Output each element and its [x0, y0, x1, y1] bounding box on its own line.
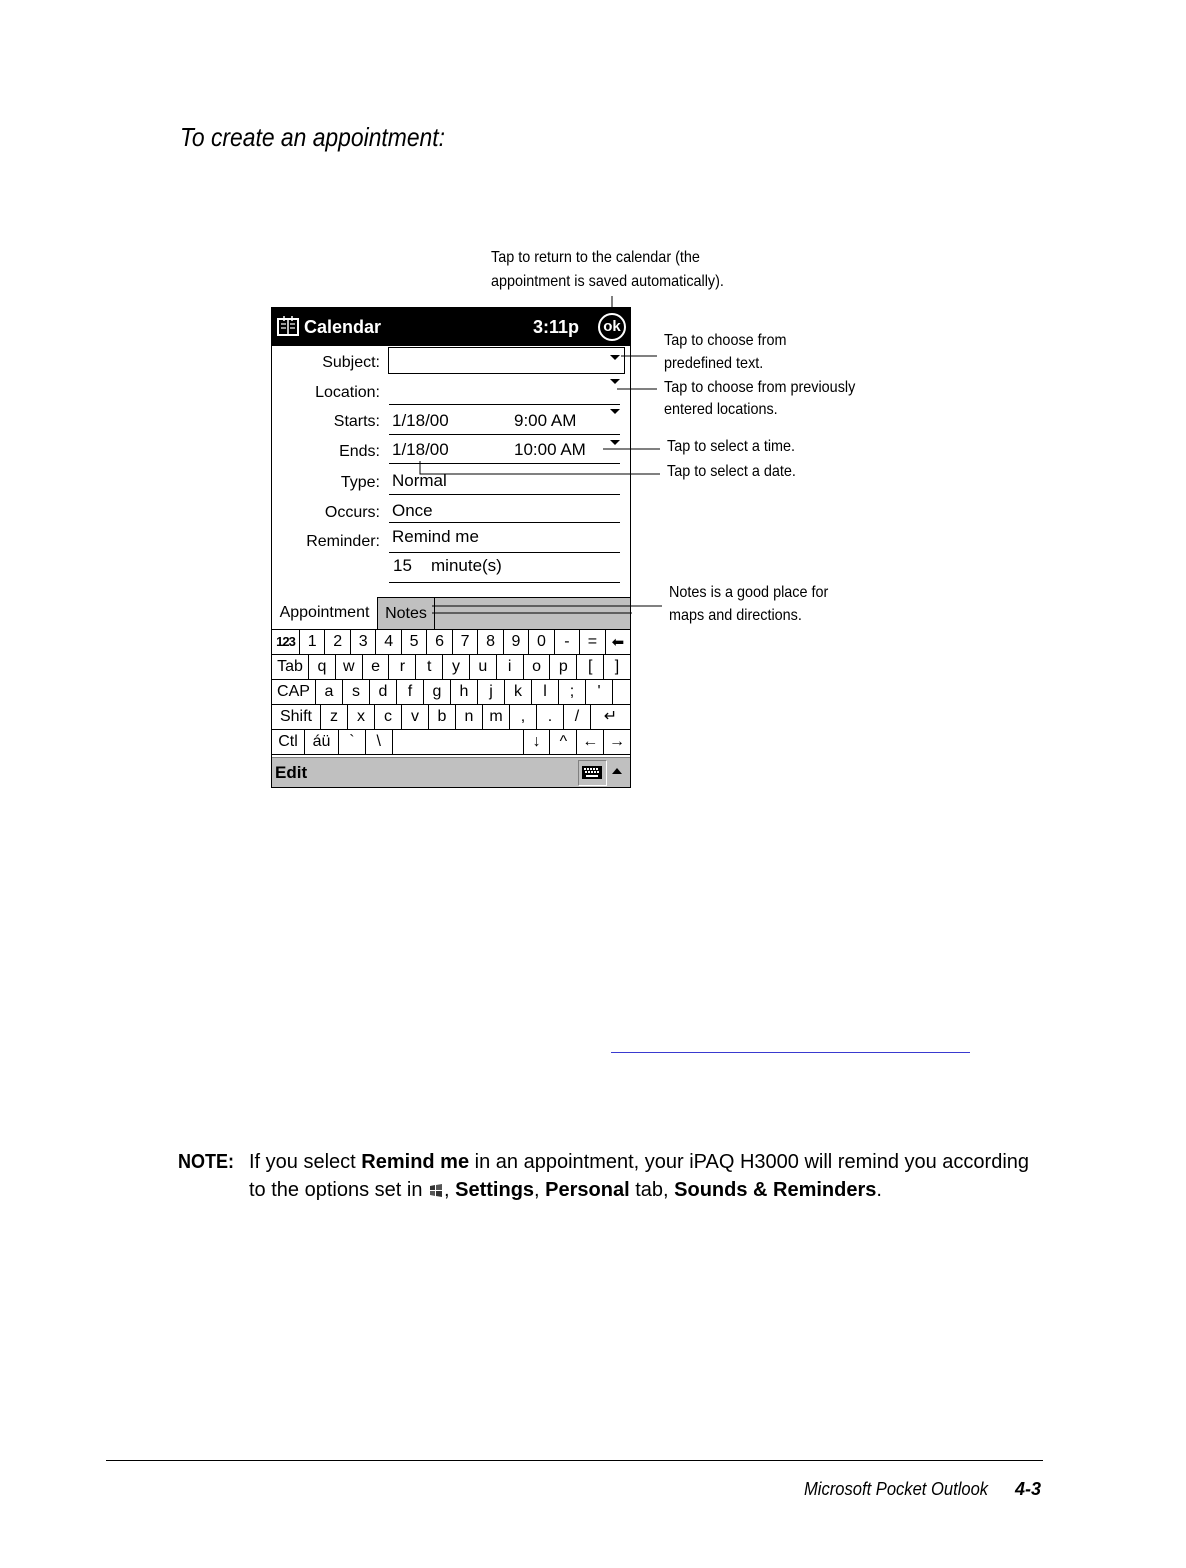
key-j[interactable]: j	[478, 680, 505, 704]
key-caps[interactable]: CAP	[272, 680, 316, 704]
callout-time: Tap to select a time.	[667, 438, 796, 455]
ok-button[interactable]: ok	[598, 313, 626, 341]
location-input[interactable]	[389, 383, 607, 403]
key-4[interactable]: 4	[376, 630, 401, 654]
callout-location-line-2: entered locations.	[664, 401, 778, 418]
occurs-label: Occurs:	[324, 504, 380, 521]
keyboard-icon[interactable]	[578, 760, 607, 786]
edit-menu[interactable]: Edit	[275, 763, 308, 782]
key-3[interactable]: 3	[351, 630, 376, 654]
keyboard-row	[272, 654, 630, 679]
key-backtick[interactable]: `	[339, 730, 366, 754]
key-5[interactable]: 5	[402, 630, 427, 654]
key-2[interactable]: 2	[325, 630, 350, 654]
key-equals[interactable]: =	[580, 630, 605, 654]
key-o[interactable]: o	[524, 655, 551, 679]
key-t[interactable]: t	[416, 655, 443, 679]
occurs-underline	[389, 522, 620, 523]
callout-location-line-1: Tap to choose from previously	[664, 379, 856, 396]
key-up-arrow[interactable]: ^	[550, 730, 577, 754]
key-123[interactable]: 123	[272, 630, 300, 654]
key-shift[interactable]: Shift	[272, 705, 321, 729]
reminder-label: Reminder:	[306, 533, 380, 550]
callout-ok-line-1: Tap to return to the calendar (the	[491, 249, 700, 266]
key-a[interactable]: a	[316, 680, 343, 704]
ends-label: Ends:	[339, 443, 380, 460]
keyboard-row	[272, 679, 630, 704]
subject-input[interactable]	[388, 347, 625, 374]
key-tab[interactable]: Tab	[272, 655, 309, 679]
footer-rule	[106, 1460, 1043, 1461]
keyboard-row	[272, 629, 630, 654]
menu-bar	[272, 757, 630, 788]
ends-time[interactable]: 10:00 AM	[514, 440, 586, 459]
reminder-amount[interactable]: 15	[393, 556, 412, 575]
start-icon[interactable]	[276, 316, 300, 338]
note-text: ,	[444, 1179, 456, 1201]
page-number: 4-3	[1015, 1479, 1042, 1499]
key-z[interactable]: z	[321, 705, 348, 729]
note-bold-sounds-reminders: Sounds & Reminders	[674, 1179, 877, 1201]
key-r[interactable]: r	[389, 655, 416, 679]
reminder-value[interactable]: Remind me	[392, 527, 479, 546]
key-g[interactable]: g	[424, 680, 451, 704]
key-1[interactable]: 1	[300, 630, 325, 654]
callout-subject-line-1: Tap to choose from	[664, 332, 787, 349]
key-i[interactable]: i	[497, 655, 524, 679]
note-line-1	[249, 1148, 1029, 1176]
key-slash[interactable]: /	[564, 705, 591, 729]
callout-subject-line-2: predefined text.	[664, 355, 764, 372]
key-u[interactable]: u	[470, 655, 497, 679]
tab-appointment[interactable]: Appointment	[272, 597, 377, 629]
key-x[interactable]: x	[348, 705, 375, 729]
footer-title: Microsoft Pocket Outlook	[804, 1479, 989, 1499]
key-period[interactable]: .	[537, 705, 564, 729]
note-text: tab,	[629, 1179, 675, 1201]
callout-notes-line-1: Notes is a good place for	[669, 584, 829, 601]
callout-ok-line-2: appointment is saved automatically).	[491, 273, 724, 290]
reminder-underline	[389, 552, 620, 553]
start-menu-icon	[429, 1177, 443, 1190]
key-e[interactable]: e	[363, 655, 390, 679]
ends-dropdown-arrow-icon[interactable]	[610, 440, 620, 445]
location-label: Location:	[315, 384, 380, 401]
starts-date[interactable]: 1/18/00	[392, 411, 449, 430]
starts-dropdown-arrow-icon[interactable]	[610, 409, 620, 414]
subject-dropdown-arrow-icon[interactable]	[610, 355, 620, 360]
ends-underline	[389, 463, 620, 464]
key-d[interactable]: d	[370, 680, 397, 704]
type-label: Type:	[340, 474, 380, 491]
tab-notes[interactable]: Notes	[377, 597, 435, 629]
note-text: in an appointment, your iPAQ H3000 will remind you according	[469, 1151, 1030, 1173]
key-v[interactable]: v	[402, 705, 429, 729]
key-k[interactable]: k	[505, 680, 532, 704]
key-9[interactable]: 9	[504, 630, 529, 654]
callout-notes-line-2: maps and directions.	[669, 607, 802, 624]
key-right-arrow[interactable]: →	[609, 733, 626, 750]
key-7[interactable]: 7	[453, 630, 478, 654]
reminder-amount-underline	[389, 582, 620, 583]
link-underline[interactable]	[611, 1052, 970, 1053]
key-h[interactable]: h	[451, 680, 478, 704]
starts-time[interactable]: 9:00 AM	[514, 411, 577, 430]
key-space[interactable]	[393, 730, 524, 754]
soft-keyboard	[272, 629, 630, 755]
section-heading: To create an appointment:	[180, 122, 446, 152]
key-backspace[interactable]: ⬅	[611, 633, 625, 651]
key-f[interactable]: f	[397, 680, 424, 704]
key-semicolon[interactable]: ;	[559, 680, 586, 704]
note-label: NOTE:	[178, 1151, 234, 1173]
key-minus[interactable]: -	[555, 630, 580, 654]
ends-date[interactable]: 1/18/00	[392, 440, 449, 459]
starts-label: Starts:	[333, 413, 380, 430]
key-y[interactable]: y	[443, 655, 470, 679]
type-underline	[389, 494, 620, 495]
location-underline	[389, 404, 620, 405]
note-bold-remind-me: Remind me	[361, 1151, 470, 1173]
type-value[interactable]: Normal	[392, 471, 447, 490]
key-6[interactable]: 6	[427, 630, 452, 654]
clock[interactable]: 3:11p	[533, 317, 580, 337]
occurs-value[interactable]: Once	[392, 501, 433, 520]
key-apostrophe[interactable]: '	[586, 680, 613, 704]
key-ctrl[interactable]: Ctl	[272, 730, 305, 754]
note-text: ,	[534, 1179, 546, 1201]
up-arrow-icon[interactable]	[608, 760, 626, 785]
note-text: to the options set in	[249, 1179, 429, 1201]
key-down-arrow[interactable]: ↓	[524, 730, 551, 754]
subject-label: Subject:	[322, 354, 380, 371]
key-comma[interactable]: ,	[510, 705, 537, 729]
callout-date: Tap to select a date.	[667, 463, 796, 480]
note-line-2	[249, 1176, 882, 1204]
location-dropdown-arrow-icon[interactable]	[610, 379, 620, 384]
key-backslash[interactable]: \	[366, 730, 393, 754]
pocket-pc-screen	[271, 307, 631, 788]
title-bar	[272, 308, 630, 346]
key-n[interactable]: n	[456, 705, 483, 729]
key-left-arrow[interactable]: ←	[577, 730, 604, 754]
reminder-unit[interactable]: minute(s)	[431, 556, 502, 575]
key-s[interactable]: s	[343, 680, 370, 704]
key-b[interactable]: b	[429, 705, 456, 729]
note-text: .	[876, 1179, 882, 1201]
key-right-bracket[interactable]: ]	[614, 658, 620, 675]
key-8[interactable]: 8	[478, 630, 503, 654]
key-l[interactable]: l	[532, 680, 559, 704]
note-bold-personal: Personal	[545, 1179, 630, 1201]
key-c[interactable]: c	[375, 705, 402, 729]
note-bold-settings: Settings	[455, 1179, 535, 1201]
key-enter[interactable]: ↵	[603, 708, 618, 725]
key-0[interactable]: 0	[529, 630, 554, 654]
key-q[interactable]: q	[309, 655, 336, 679]
app-title: Calendar	[304, 317, 382, 337]
keyboard-row	[272, 704, 630, 729]
key-m[interactable]: m	[483, 705, 510, 729]
key-w[interactable]: w	[336, 655, 363, 679]
key-accents[interactable]: áü	[305, 730, 339, 754]
note-text: If you select	[249, 1151, 362, 1173]
keyboard-spacer	[613, 680, 630, 704]
key-p[interactable]: p	[550, 655, 577, 679]
keyboard-row	[272, 729, 630, 754]
key-left-bracket[interactable]: [	[577, 655, 604, 679]
starts-underline	[389, 434, 620, 435]
